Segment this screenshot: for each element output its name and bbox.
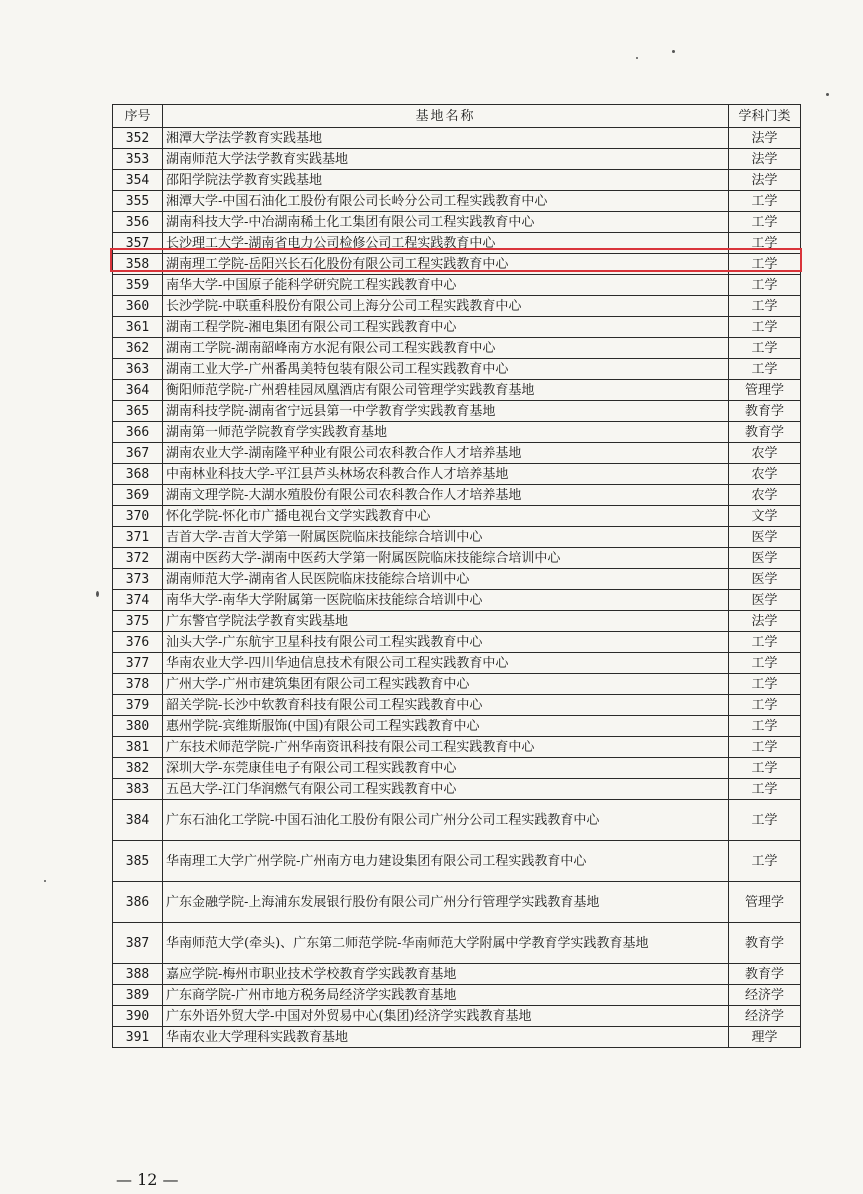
scan-speck <box>636 57 638 59</box>
row-base-name: 湖南理工学院-岳阳兴长石化股份有限公司工程实践教育中心 <box>163 254 729 275</box>
row-serial-number: 352 <box>113 128 163 149</box>
table-row <box>113 422 801 443</box>
row-serial-number: 364 <box>113 380 163 401</box>
row-serial-number: 375 <box>113 611 163 632</box>
table-row <box>113 1006 801 1027</box>
table-row <box>113 758 801 779</box>
table-row <box>113 674 801 695</box>
row-base-name: 湖南工业大学-广州番禺美特包装有限公司工程实践教育中心 <box>163 359 729 380</box>
row-discipline: 农学 <box>729 485 801 506</box>
row-base-name: 吉首大学-吉首大学第一附属医院临床技能综合培训中心 <box>163 527 729 548</box>
row-serial-number: 370 <box>113 506 163 527</box>
row-base-name: 汕头大学-广东航宇卫星科技有限公司工程实践教育中心 <box>163 632 729 653</box>
table-row <box>113 506 801 527</box>
table-row <box>113 128 801 149</box>
row-serial-number: 386 <box>113 882 163 923</box>
row-serial-number: 378 <box>113 674 163 695</box>
table-row <box>113 695 801 716</box>
row-serial-number: 373 <box>113 569 163 590</box>
row-serial-number: 391 <box>113 1027 163 1048</box>
row-serial-number: 376 <box>113 632 163 653</box>
row-discipline: 工学 <box>729 758 801 779</box>
row-serial-number: 360 <box>113 296 163 317</box>
table-row <box>113 296 801 317</box>
row-serial-number: 353 <box>113 149 163 170</box>
row-base-name: 深圳大学-东莞康佳电子有限公司工程实践教育中心 <box>163 758 729 779</box>
table-row <box>113 317 801 338</box>
row-serial-number: 387 <box>113 923 163 964</box>
row-base-name: 长沙学院-中联重科股份有限公司上海分公司工程实践教育中心 <box>163 296 729 317</box>
table-row <box>113 632 801 653</box>
row-discipline: 理学 <box>729 1027 801 1048</box>
table-row <box>113 611 801 632</box>
row-discipline: 经济学 <box>729 985 801 1006</box>
row-serial-number: 377 <box>113 653 163 674</box>
row-discipline: 工学 <box>729 191 801 212</box>
table-row <box>113 380 801 401</box>
row-serial-number: 366 <box>113 422 163 443</box>
table-row <box>113 254 801 275</box>
row-discipline: 工学 <box>729 359 801 380</box>
row-serial-number: 382 <box>113 758 163 779</box>
table-row <box>113 548 801 569</box>
row-discipline: 工学 <box>729 254 801 275</box>
practice-base-table <box>112 104 801 1048</box>
row-base-name: 广东警官学院法学教育实践基地 <box>163 611 729 632</box>
row-discipline: 工学 <box>729 716 801 737</box>
row-base-name: 湖南科技大学-中冶湖南稀土化工集团有限公司工程实践教育中心 <box>163 212 729 233</box>
table-row <box>113 359 801 380</box>
row-serial-number: 379 <box>113 695 163 716</box>
row-discipline: 农学 <box>729 443 801 464</box>
row-base-name: 韶关学院-长沙中软教育科技有限公司工程实践教育中心 <box>163 695 729 716</box>
row-base-name: 湘潭大学法学教育实践基地 <box>163 128 729 149</box>
table-row <box>113 841 801 882</box>
page-number: — 12 — <box>116 1170 179 1189</box>
row-base-name: 湖南师范大学-湖南省人民医院临床技能综合培训中心 <box>163 569 729 590</box>
row-base-name: 衡阳师范学院-广州碧桂园凤凰酒店有限公司管理学实践教育基地 <box>163 380 729 401</box>
table-row <box>113 485 801 506</box>
table-row <box>113 779 801 800</box>
row-base-name: 湖南第一师范学院教育学实践教育基地 <box>163 422 729 443</box>
row-serial-number: 358 <box>113 254 163 275</box>
row-discipline: 法学 <box>729 611 801 632</box>
table-row <box>113 923 801 964</box>
row-discipline: 农学 <box>729 464 801 485</box>
row-serial-number: 381 <box>113 737 163 758</box>
row-base-name: 嘉应学院-梅州市职业技术学校教育学实践教育基地 <box>163 964 729 985</box>
row-serial-number: 357 <box>113 233 163 254</box>
row-base-name: 广东外语外贸大学-中国对外贸易中心(集团)经济学实践教育基地 <box>163 1006 729 1027</box>
row-discipline: 工学 <box>729 779 801 800</box>
row-serial-number: 365 <box>113 401 163 422</box>
row-base-name: 广东金融学院-上海浦东发展银行股份有限公司广州分行管理学实践教育基地 <box>163 882 729 923</box>
row-base-name: 湖南工程学院-湘电集团有限公司工程实践教育中心 <box>163 317 729 338</box>
table-body <box>113 128 801 1048</box>
row-base-name: 南华大学-中国原子能科学研究院工程实践教育中心 <box>163 275 729 296</box>
row-base-name: 湖南文理学院-大湖水殖股份有限公司农科教合作人才培养基地 <box>163 485 729 506</box>
table-row <box>113 212 801 233</box>
table-row <box>113 275 801 296</box>
row-discipline: 文学 <box>729 506 801 527</box>
row-base-name: 湘潭大学-中国石油化工股份有限公司长岭分公司工程实践教育中心 <box>163 191 729 212</box>
row-base-name: 华南农业大学理科实践教育基地 <box>163 1027 729 1048</box>
row-serial-number: 385 <box>113 841 163 882</box>
table-row <box>113 653 801 674</box>
header-serial-number: 序号 <box>113 105 163 128</box>
table-row <box>113 401 801 422</box>
row-base-name: 湖南科技学院-湖南省宁远县第一中学教育学实践教育基地 <box>163 401 729 422</box>
row-base-name: 湖南师范大学法学教育实践基地 <box>163 149 729 170</box>
row-serial-number: 383 <box>113 779 163 800</box>
row-discipline: 工学 <box>729 275 801 296</box>
row-base-name: 中南林业科技大学-平江县芦头林场农科教合作人才培养基地 <box>163 464 729 485</box>
row-base-name: 广东商学院-广州市地方税务局经济学实践教育基地 <box>163 985 729 1006</box>
row-discipline: 工学 <box>729 653 801 674</box>
row-discipline: 工学 <box>729 212 801 233</box>
row-base-name: 惠州学院-宾维斯服饰(中国)有限公司工程实践教育中心 <box>163 716 729 737</box>
scan-speck <box>672 50 675 53</box>
row-base-name: 长沙理工大学-湖南省电力公司检修公司工程实践教育中心 <box>163 233 729 254</box>
row-discipline: 法学 <box>729 149 801 170</box>
row-discipline: 教育学 <box>729 964 801 985</box>
row-base-name: 湖南中医药大学-湖南中医药大学第一附属医院临床技能综合培训中心 <box>163 548 729 569</box>
table-row <box>113 590 801 611</box>
row-base-name: 广州大学-广州市建筑集团有限公司工程实践教育中心 <box>163 674 729 695</box>
row-discipline: 法学 <box>729 170 801 191</box>
table-row <box>113 149 801 170</box>
table-row <box>113 716 801 737</box>
table-row <box>113 882 801 923</box>
scan-speck <box>826 93 829 96</box>
table-row <box>113 569 801 590</box>
row-base-name: 华南师范大学(牵头)、广东第二师范学院-华南师范大学附属中学教育学实践教育基地 <box>163 923 729 964</box>
row-base-name: 湖南工学院-湖南韶峰南方水泥有限公司工程实践教育中心 <box>163 338 729 359</box>
table-row <box>113 737 801 758</box>
table-row <box>113 464 801 485</box>
row-serial-number: 369 <box>113 485 163 506</box>
row-discipline: 管理学 <box>729 380 801 401</box>
row-base-name: 南华大学-南华大学附属第一医院临床技能综合培训中心 <box>163 590 729 611</box>
table-row <box>113 191 801 212</box>
table-row <box>113 985 801 1006</box>
row-serial-number: 354 <box>113 170 163 191</box>
header-base-name: 基地名称 <box>163 105 729 128</box>
row-discipline: 工学 <box>729 296 801 317</box>
row-serial-number: 390 <box>113 1006 163 1027</box>
row-discipline: 法学 <box>729 128 801 149</box>
row-discipline: 工学 <box>729 800 801 841</box>
row-discipline: 工学 <box>729 233 801 254</box>
row-discipline: 工学 <box>729 674 801 695</box>
row-base-name: 邵阳学院法学教育实践基地 <box>163 170 729 191</box>
row-serial-number: 389 <box>113 985 163 1006</box>
row-discipline: 教育学 <box>729 422 801 443</box>
row-discipline: 工学 <box>729 632 801 653</box>
row-serial-number: 371 <box>113 527 163 548</box>
row-discipline: 医学 <box>729 569 801 590</box>
table-row <box>113 1027 801 1048</box>
row-discipline: 工学 <box>729 737 801 758</box>
scan-speck <box>96 591 99 597</box>
table-row <box>113 964 801 985</box>
row-discipline: 医学 <box>729 527 801 548</box>
header-discipline: 学科门类 <box>729 105 801 128</box>
row-base-name: 五邑大学-江门华润燃气有限公司工程实践教育中心 <box>163 779 729 800</box>
row-serial-number: 359 <box>113 275 163 296</box>
row-discipline: 工学 <box>729 695 801 716</box>
row-discipline: 工学 <box>729 841 801 882</box>
table-row <box>113 443 801 464</box>
row-serial-number: 361 <box>113 317 163 338</box>
row-base-name: 广东技术师范学院-广州华南资讯科技有限公司工程实践教育中心 <box>163 737 729 758</box>
row-serial-number: 355 <box>113 191 163 212</box>
row-serial-number: 356 <box>113 212 163 233</box>
row-base-name: 华南理工大学广州学院-广州南方电力建设集团有限公司工程实践教育中心 <box>163 841 729 882</box>
row-serial-number: 368 <box>113 464 163 485</box>
row-base-name: 湖南农业大学-湖南隆平种业有限公司农科教合作人才培养基地 <box>163 443 729 464</box>
row-base-name: 华南农业大学-四川华迪信息技术有限公司工程实践教育中心 <box>163 653 729 674</box>
row-discipline: 工学 <box>729 338 801 359</box>
table-row <box>113 338 801 359</box>
row-serial-number: 362 <box>113 338 163 359</box>
row-serial-number: 388 <box>113 964 163 985</box>
table-row <box>113 170 801 191</box>
row-base-name: 广东石油化工学院-中国石油化工股份有限公司广州分公司工程实践教育中心 <box>163 800 729 841</box>
row-discipline: 医学 <box>729 548 801 569</box>
table-row <box>113 800 801 841</box>
table-row <box>113 233 801 254</box>
row-discipline: 医学 <box>729 590 801 611</box>
row-discipline: 工学 <box>729 317 801 338</box>
row-serial-number: 363 <box>113 359 163 380</box>
row-base-name: 怀化学院-怀化市广播电视台文学实践教育中心 <box>163 506 729 527</box>
row-serial-number: 367 <box>113 443 163 464</box>
row-serial-number: 372 <box>113 548 163 569</box>
row-discipline: 教育学 <box>729 923 801 964</box>
table-row <box>113 527 801 548</box>
row-serial-number: 380 <box>113 716 163 737</box>
row-discipline: 教育学 <box>729 401 801 422</box>
row-discipline: 经济学 <box>729 1006 801 1027</box>
table-header-row <box>113 105 801 128</box>
row-serial-number: 374 <box>113 590 163 611</box>
row-serial-number: 384 <box>113 800 163 841</box>
row-discipline: 管理学 <box>729 882 801 923</box>
scan-speck <box>44 880 46 882</box>
